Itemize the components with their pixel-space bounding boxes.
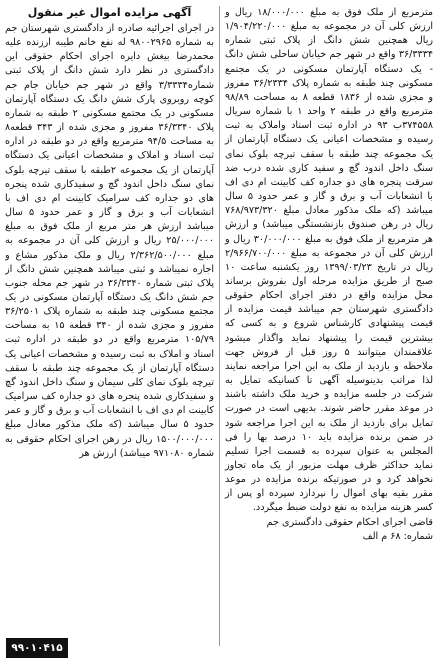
notice-columns (5, 6, 433, 646)
left-column-text: در اجرای اجرائیه صادره از دادگستری شهرستان جم به شماره ۹۸۰۰۲۹۶۵ له نفع خانم طیبه ارزنده علیه محمدرضا بیغش دایره اجرای احکام حقوقی این دادگستری در نظر دارد شش دانگ از پلاک ثبتی شماره۳/۳۳۳۴ واقع در شهر جم خیابان جام جم کوچه روبروی پارک شش دانگ یک دستگاه آپارتمان مسکونی در یک مجتمع مسکونی ۲ طبقه به شماره پلاک ۳۶/۳۳۴۰ مفروز و مجزی شده از ۳۴۳ قطعه۸ به مساحت ۹۴/۵ مترمربع واقع در دو طبقه در اداره ثبت اسناد و املاک و مشخصات اعیانی یک دستگاه آپارتمان از یک مجموعه ۲طبقه با سقف تیرچه بلوک نمای سنگ داخل اندود گچ و سفیدکاری شده پنجره های دو جداره کف سرامیک کابینت ام دی اف با انشعابات آب و برق و گاز و عمر حدود ۵ سال میباشد ارزش هر متر مربع از ملک فوق به مبلغ ۲۵/۰۰۰/۰۰۰ ریال و ارزش کلی آن در مجموعه به مبلغ ۲/۳۶۲/۵۰۰/۰۰۰ ریال و ملک مذکور مشاع و اجاره نمیباشد و ثبتی میباشد همچنین شش دانگ از پلاک ثبتی شماره ۳۶/۳۳۴۰ در شهر جم محله جنوب جم شش دانگ یک دستگاه آپارتمان مسکونی در یک مجتمع مسکونی چند طبقه به شماره پلاک ۳۶/۲۵۰۱ مفروز و مجزی شده از ۳۴۰ قطعه ۱۵ به مساحت ۱۰۵/۷۹ مترمربع واقع در دو طبقه در اداره ثبت اسناد و املاک به ثبت رسیده و مشخصات اعیانی یک دستگاه آپارتمان از یک مجموعه چند طبقه با سقف تیرچه بلوک نمای کلی سیمان و سنگ داخل اندود گچ و سفیدکاری شده پنجره های دو جداره کف سرامیک کابینت ام دی اف با انشعابات آب و برق و گاز و عمر حدود ۵ سال میباشد (که ملک مذکور معادل مبلغ ۱۵۰۰/۰۰۰/۰۰۰ ریال در رهن اجرای احکام حقوقی به شماره ۹۷۱۰۸۰ میباشد) ارزش هر (5, 23, 215, 459)
right-column-text: مترمربع از ملک فوق به مبلغ ۱۸/۰۰۰/۰۰۰ ریال و ارزش کلی آن در مجموعه به مبلغ ۱/۹۰۴/۲۲۰/۰۰۰ ریال همچنین شش دانگ از پلاک ثبتی شماره ۳۶/۳۳۳۴ واقع در شهر جم خیابان ساحلی شش دانگ - یک دستگاه آپارتمان مسکونی در یک مجتمع مسکونی چند طبقه به شماره پلاک ۳۶/۲۳۳۴ مفروز و مجزی شده از ۱۸۳۶ قطعه ۸ به مساحت ۹۸/۸۹ مترمربع واقع در طبقه ۲ واحد ۱ با شماره سریال ۳۷۴۵۵۸ب ۹۳ در اداره ثبت اسناد واملاک به ثبت رسیده و مشخصات اعیانی یک دستگاه آپارتمان از یک مجموعه چند طبقه با سقف تیرچه بلوک نمای سنگ داخل اندود گچ و سفید کاری شده درب ضد سرقت پنجره های دو جداره کف کابینت ام دی اف با انشعابات آب و برق و گاز و عمر حدود ۵ سال میباشد (که ملک مذکور معادل مبلغ ۷۶۸/۹۷۳/۳۲۰ ریال در رهن صندوق بازنشستگی میباشد) و ارزش هر مترمربع از ملک فوق به مبلغ ۳۰/۰۰۰/۰۰۰ ریال و ارزش کلی آن در مجموعه به مبلغ ۲/۹۶۶/۷۰۰/۰۰۰ ریال در تاریخ ۱۳۹۹/۰۳/۲۳ روز یکشنبه ساعت ۱۰ صبح از طریق مزایده مرحله اول بفروش برساند محل مزایده واقع در دفتر اجرای احکام حقوقی دادگستری شهرستان جم میباشد قیمت مزایده از قیمت پیشنهادی کارشناس شروع و به کسی که بیشترین قیمت را پیشنهاد نماید واگذار میشود علاقمندان میتوانند ۵ روز قبل از فروش جهت ملاحظه و بازدید از ملک به این اجرا مراجعه نمایند لذا مراتب بدینوسیله آگهی تا کسانیکه تمایل به شرکت در جلسه مزایده و خرید ملک داشته باشند در موعد مقرر حاضر شوند. بدیهی است در صورت تمایل برای بازدید از ملک به این اجرا مراجعه شود در ضمن برنده مزایده باید ۱۰ درصد بها را فی المجلس به عنوان سپرده به قسمت اجرا تسلیم نماید حداکثر ظرف مهلت مزبور از یک ماه تجاوز نخواهد کرد و در صورتیکه برنده مزایده در موعد مقرر بقیه بهای اموال را نپردازد سپرده او پس از کسر هزینه مزایده به نفع دولت ضبط میگردد. (225, 7, 433, 514)
right-column (219, 6, 433, 646)
notice-title: آگهی مزایده اموال غیر منقول (27, 6, 192, 19)
notice-code-badge: ۹۹۰۱۰۴۱۵ (6, 638, 68, 658)
notice-number: شماره: ۶۸ م الف (362, 530, 433, 542)
judge-signature: قاضی اجرای احکام حقوقی دادگستری جم (266, 516, 433, 528)
left-column (5, 6, 219, 646)
